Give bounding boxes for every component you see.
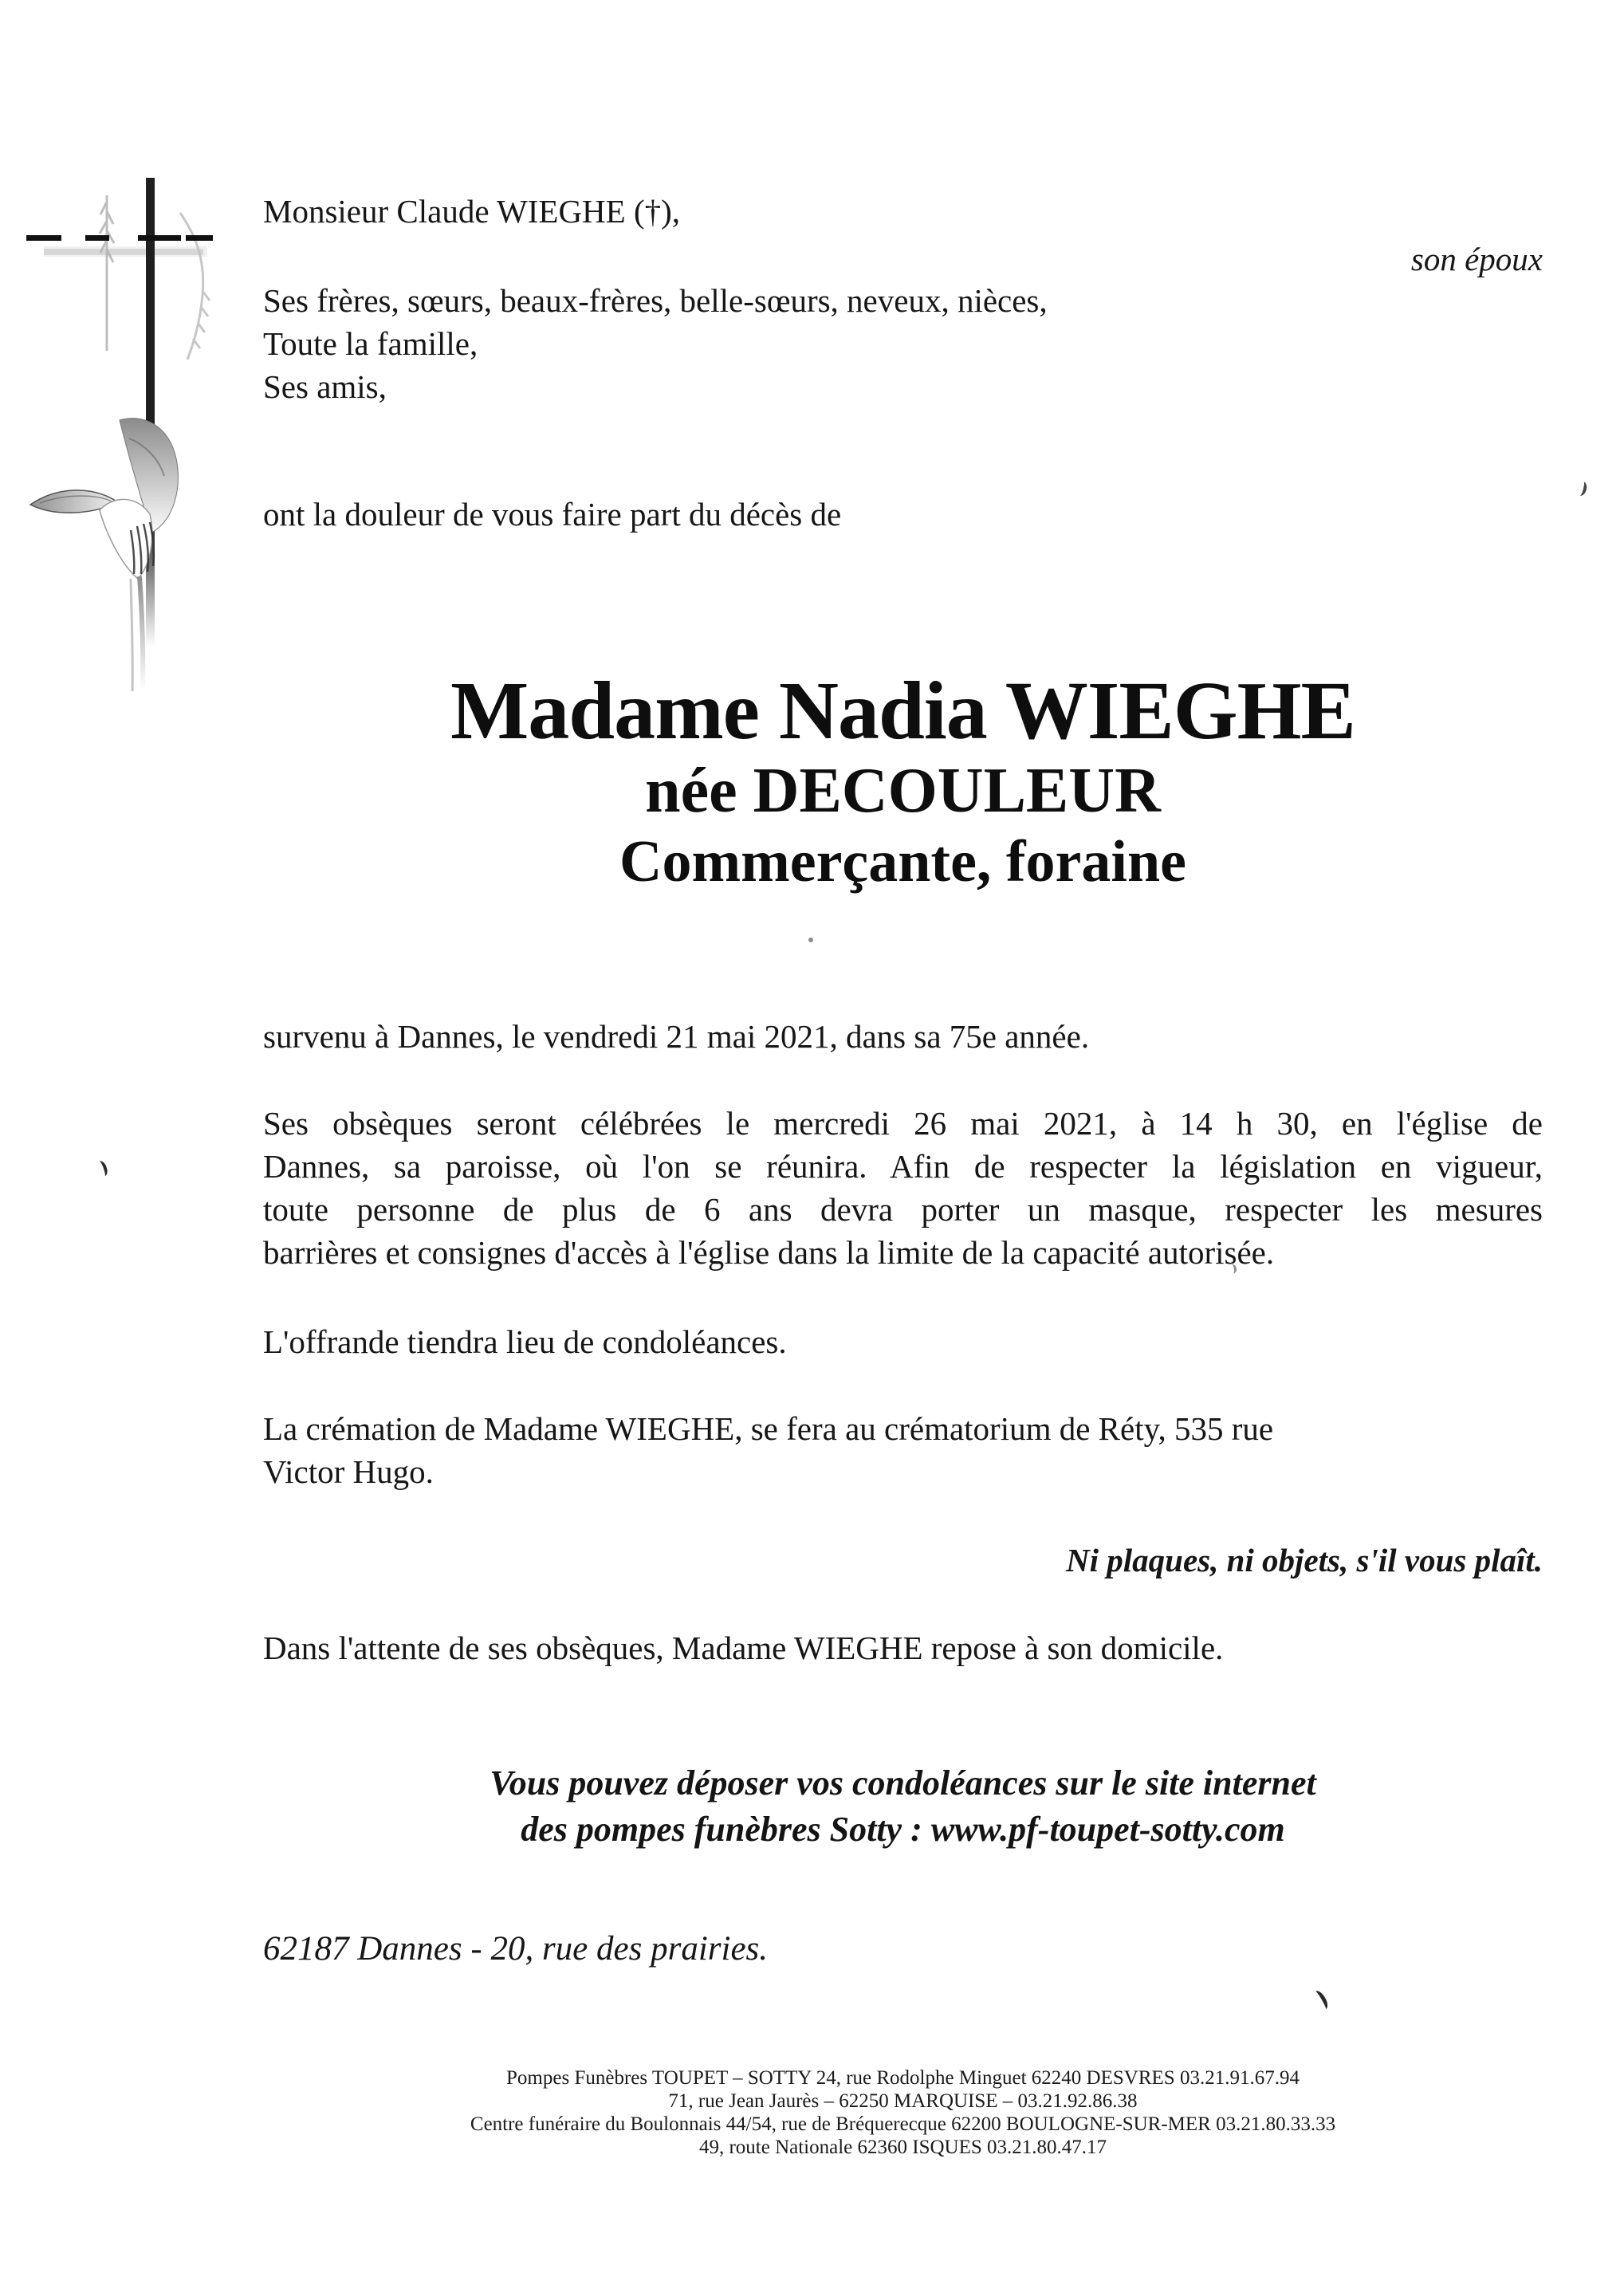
cross-horizontal-bar bbox=[26, 235, 213, 241]
announcement-intro: ont la douleur de vous faire part du décès de bbox=[263, 496, 842, 533]
spouse-relation: son époux bbox=[1410, 241, 1543, 277]
funeral-home-contacts bbox=[263, 2066, 1543, 2159]
text-line: barrières et consignes d'accès à l'église dans la limite de la capacité autorisée. bbox=[263, 1234, 1275, 1271]
text-line: Ses frères, sœurs, beaux-frères, belle-sœurs, neveux, nièces, bbox=[263, 282, 1048, 319]
cross-and-lily-image bbox=[24, 163, 239, 714]
text-line: Vous pouvez déposer vos condoléances sur le site internet bbox=[490, 1763, 1316, 1803]
text-line: 71, rue Jean Jaurès – 62250 MARQUISE – 03.21.92.86.38 bbox=[668, 2090, 1138, 2112]
text-line: Pompes Funèbres TOUPET – SOTTY 24, rue Rodolphe Minguet 62240 DESVRES 03.21.91.67.94 bbox=[506, 2067, 1300, 2089]
wheat-stalk-icon bbox=[100, 195, 114, 351]
husband-name: Monsieur Claude WIEGHE (†), bbox=[263, 193, 681, 230]
scan-artifact bbox=[1575, 481, 1588, 497]
death-details: survenu à Dannes, le vendredi 21 mai 2021, dans sa 75e année. bbox=[263, 1018, 1090, 1055]
text-line: La crémation de Madame WIEGHE, se fera au crématorium de Réty, 535 rue bbox=[263, 1410, 1274, 1447]
text-line: 49, route Nationale 62360 ISQUES 03.21.80.47.17 bbox=[698, 2137, 1107, 2158]
deceased-profession: Commerçante, foraine bbox=[619, 829, 1186, 894]
text-line: Toute la famille, bbox=[263, 325, 478, 362]
text-line: des pompes funèbres Sotty : www.pf-toupet-sotty.com bbox=[521, 1810, 1285, 1849]
deceased-name: Madame Nadia WIEGHE bbox=[450, 665, 1355, 757]
family-list bbox=[263, 279, 1543, 408]
text-line: Ses obsèques seront célébrées le mercredi 26 mai 2021, à 14 h 30, en l'église de bbox=[263, 1105, 1543, 1142]
calla-lily-icon bbox=[30, 419, 178, 691]
text-line: Dannes, sa paroisse, où l'on se réunira. Afin de respecter la législation en vigueur, bbox=[263, 1148, 1543, 1185]
offering-note: L'offrande tiendra lieu de condoléances. bbox=[263, 1323, 787, 1360]
scan-artifact bbox=[1311, 1988, 1330, 2011]
funeral-details bbox=[263, 1102, 1543, 1274]
text-line: Victor Hugo. bbox=[263, 1453, 434, 1490]
scan-artifact bbox=[95, 1160, 109, 1178]
repose-note: Dans l'attente de ses obsèques, Madame WIEGHE repose à son domicile. bbox=[263, 1630, 1224, 1666]
text-line: Centre funéraire du Boulonnais 44/54, rue de Bréquerecque 62200 BOULOGNE-SUR-MER 03.21.80.33.33 bbox=[470, 2113, 1336, 2135]
scan-artifact bbox=[808, 938, 813, 942]
condolences-website-note bbox=[263, 1760, 1543, 1853]
cremation-details bbox=[263, 1407, 1543, 1493]
wheat-stalk-icon bbox=[180, 213, 210, 360]
home-address: 62187 Dannes - 20, rue des prairies. bbox=[263, 1930, 769, 1968]
no-plaques-request: Ni plaques, ni objets, s'il vous plaît. bbox=[1066, 1542, 1543, 1578]
deceased-maiden-name: née DECOULEUR bbox=[645, 756, 1161, 826]
text-line: toute personne de plus de 6 ans devra porter un masque, respecter les mesures bbox=[263, 1191, 1543, 1228]
text-line: Ses amis, bbox=[263, 368, 387, 405]
